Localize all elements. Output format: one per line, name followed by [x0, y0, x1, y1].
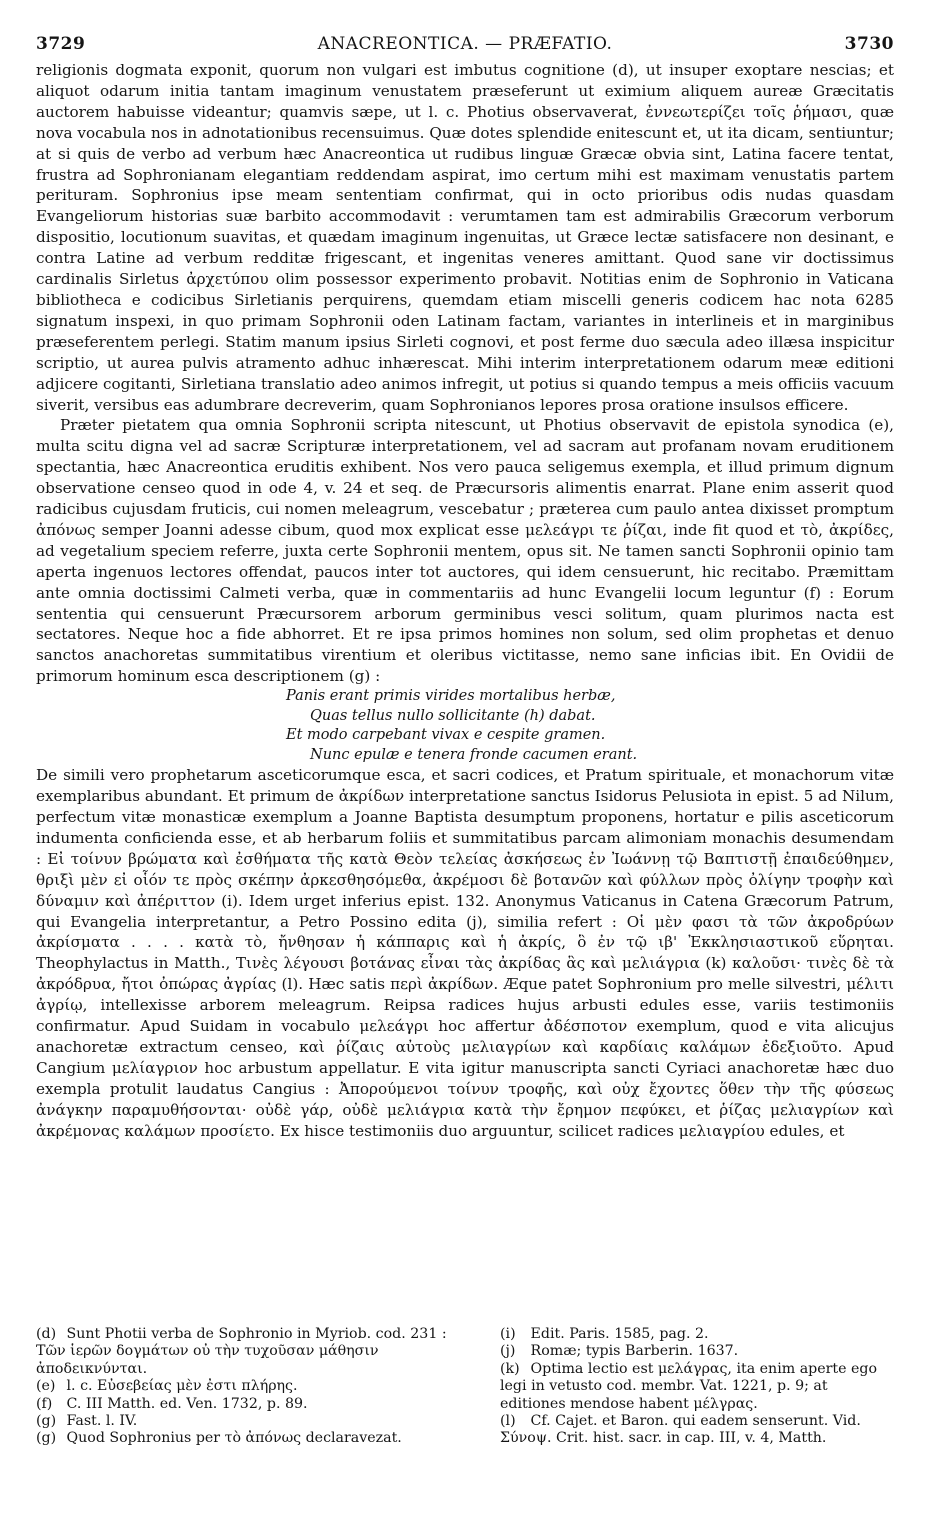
footnote-label: (g): [36, 1413, 57, 1430]
verse-line: Panis erant primis virides mortalibus herbæ,: [286, 688, 616, 705]
footnote-text: Edit. Paris. 1585, pag. 2.: [530, 1326, 709, 1342]
footnote-text: l. c. Εὐσεβείας μὲν ἐστι πλήρης.: [66, 1378, 298, 1395]
paragraph: De simili vero prophetarum asceticorumque esca, et sacri codices, et Pratum spirituale, et monachorum vitæ exemplaribus abundant. Et primum de ἀκρίδων interpretatione sanctus Isidorus Pelusiota in epist. 5 ad Nilum, perfectum vitæ monasticæ exemplum a Joanne Baptista desumptum proponens, hortatur e pilis asceticorum indumenta conficienda esse, et ab herbarum foliis et summitatibus parcam alimoniam monachis desumendam : Εἰ τοίνυν βρώματα καὶ ἐσθήματα τῆς κατὰ Θεὸν τελείας ἀσκήσεως ἐν Ἰωάννῃ τῷ Βαπτιστῇ ἐπαιδεύθημεν, θριξὶ μὲν εἰ οἷόν τε πρὸς σκέπην ἀρκεσθησόμεθα, ἀκρέμοσι δὲ βοτανῶν καὶ φύλλων πρὸς ὀλίγην τροφὴν καὶ δύναμιν καὶ ἀπέριττον (i). Idem urget inferius epist. 132. Anonymus Vaticanus in Catena Græcorum Patrum, qui Evangelia interpretantur, a Petro Possino edita (j), similia refert : Οἱ μὲν φασι τὰ τῶν ἀκροδρύων ἀκρίσματα . . . . κατὰ τὸ, ἤνθησαν ἡ κάππαρις καὶ ἡ ἀκρίς, ὃ ἐν τῷ ιβ' Ἐκκλησιαστικοῦ εὕρηται. Theophylactus in Matth., Τινὲς λέγουσι βοτάνας εἶναι τὰς ἀκρίδας ἃς καὶ μελιάγρια (k) καλοῦσι· τινὲς δὲ τὰ ἀκρόδρυα, ἤτοι ὀπώρας ἀγρίας (l). Hæc satis περὶ ἀκρίδων. Æque patet Sophronium pro melle silvestri, μέλιτι ἀγρίῳ, intellexisse arborem meleagrum. Reipsa radices hujus arbusti edules esse, variis testimoniis confirmatur. Apud Suidam in vocabulo μελεάγρι hoc affertur ἀδέσποτον exemplum, quod e vita alicujus anachoretæ extractum censeo, καὶ ῥίζαις αὐτοὺς μελιαγρίων καὶ καρδίαις καλάμων ἐδεξιοῦτο. Apud Cangium μελίαγριον hoc arbustum appellatur. E vita igitur manuscripta sancti Cyriaci anachoretæ hæc duo exempla protulit laudatus Cangius : Ἀπορούμενοι τοίνυν τροφῆς, καὶ οὐχ ἔχοντες ὅθεν τὴν τῆς φύσεως ἀνάγκην παραμυθήσονται· οὐδὲ γάρ, οὐδὲ μελιάγρια κατὰ τὴν ἔρημον πεφύκει, et ῥίζας μελιαγρίων καὶ ἀκρέμονας καλάμων προσίετο. Ex hisce testimoniis duo arguuntur, scilicet radices μελιαγρίου edules, et: [36, 766, 894, 1140]
paragraph: religionis dogmata exponit, quorum non vulgari est imbutus cognitione (d), ut insuper exoptare nescias; et aliquot odarum initia tantam imaginum venustatem præseferunt ut eximium aliquem aureæ Græcitatis auctorem habuisse videantur; quamvis sæpe, ut l. c. Photius observaverat, ἐννεωτερίζει τοῖς ῥήμασι, quæ nova vocabula nos in adnotationibus recensuimus. Quæ dotes splendide enitescunt et, ut ita dicam, sentiuntur; at si quis de verbo ad verbum hæc Anacreontica ut rudibus linguæ Græcæ obvia sint, Latina facere tentat, frustra ad Sophronianam elegantiam reddendam aspirat, imo certum mihi est maximam venustatis partem perituram. Sophronius ipse meam sententiam confirmat, qui in octo prioribus odis nudas quasdam Evangeliorum historias suæ barbito accommodavit : verumtamen tam est admirabilis Græcorum verborum dispositio, locutionum suavitas, et quædam imaginum ingenuitas, ut Græce lectæ satisfacere non desinant, e contra Latine ad verbum redditæ frigescant, et ingenitas veneres amittant. Quod sane vir doctissimus cardinalis Sirletus ἀρχετύπου olim possessor experimento probavit. Notitias enim de Sophronio in Vaticana bibliotheca e codicibus Sirletianis perquirens, quemdam etiam miscelli generis codicem hac nota 6285 signatum inspexi, in quo primam Sophronii oden Latinam factam, variantes in interlineis et in marginibus præseferentem perlegi. Statim manum ipsius Sirleti cognovi, et post ferme duo sæcula adeo illæsa inspicitur scriptio, ut aurea pulvis atramento adhuc inhærescat. Mihi interim interpretationem odarum meæ editioni adjicere cogitanti, Sirletiana translatio adeo animos infregit, ut potius si quando tempus a meis officiis vacuum siverit, versibus eas adumbrare decreverim, quam Sophronianos lepores prosa oratione insulsos efficere.: [36, 61, 894, 414]
footnote: [36, 1326, 461, 1378]
footnote: [500, 1326, 894, 1343]
footnote-text: Cf. Cajet. et Baron. qui eadem senserunt. Vid. Σύνοψ. Crit. hist. sacr. in cap. III, v. 4, Matth.: [500, 1413, 861, 1447]
verse-line: Quas tellus nullo sollicitante (h) dabat.: [310, 707, 596, 724]
page-number-left: 3729: [36, 34, 86, 54]
footnote-text: Romæ; typis Barberin. 1637.: [530, 1343, 739, 1360]
footnote-text: Quod Sophronius per τὸ ἀπόνως declaravezat.: [66, 1430, 402, 1447]
verse-line: Et modo carpebant vivax e cespite gramen.: [286, 727, 606, 744]
footnote-label: (e): [36, 1378, 56, 1395]
verse-quote: [36, 687, 894, 765]
footnote: [36, 1413, 461, 1430]
footnote-label: (j): [500, 1343, 516, 1360]
footnote: [500, 1343, 894, 1360]
footnotes-right-column: [500, 1326, 894, 1448]
footnote-label: (i): [500, 1326, 516, 1342]
footnote-text: Sunt Photii verba de Sophronio in Myriob. cod. 231 : Τῶν ἱερῶν δογμάτων οὐ τὴν τυχοῦσαν μάθησιν ἀποδεικνύνται.: [36, 1326, 447, 1377]
running-title: ANACREONTICA. — PRÆFATIO.: [317, 34, 613, 54]
footnote-label: (d): [36, 1326, 57, 1342]
footnote: [36, 1396, 461, 1413]
verse-line: Nunc epulæ e tenera fronde cacumen erant.: [310, 746, 638, 763]
footnote-text: C. III Matth. ed. Ven. 1732, p. 89.: [66, 1395, 308, 1412]
footnote: [500, 1361, 894, 1413]
footnote-label: (k): [500, 1360, 520, 1377]
footnote-label: (l): [500, 1413, 516, 1430]
footnote-label: (g): [36, 1430, 57, 1447]
page-number-right: 3730: [844, 34, 894, 54]
footnotes-left-column: [36, 1326, 461, 1448]
footnote-text: Fast. l. IV.: [66, 1413, 138, 1430]
footnote: [36, 1378, 461, 1395]
paragraph: Præter pietatem qua omnia Sophronii scripta nitescunt, ut Photius observavit de epistola synodica (e), multa scitu digna vel ad sacræ Scripturæ interpretationem, vel ad sacram aut profanam novam eruditionem spectantia, hæc Anacreontica eruditis exhibent. Nos vero pauca seligemus exempla, et illud primum dignum observatione censeo quod in ode 4, v. 24 et seq. de Præcursoris alimentis enarrat. Plane enim asserit quod radicibus cujusdam fruticis, cui nomen meleagrum, vescebatur ; præterea cum paulo antea dixisset promptum ἀπόνως semper Joanni adesse cibum, quod mox explicat esse μελεάγρι τε ῥίζαι, inde fit quod et τὸ, ἀκρίδες, ad vegetalium speciem referre, juxta certe Sophronii mentem, opus sit. Ne tamen sancti Sophronii opinio tam aperta ingenuos lectores offendat, paucos inter tot auctores, qui idem censuerunt, hic recitabo. Præmittam ante omnia doctissimi Calmeti verba, quæ in commentariis ad hunc Evangelii locum leguntur (f) : Eorum sententia qui censuerunt Præcursorem arborum germinibus vesci solitum, quam plurimos nacta est sectatores. Neque hoc a fide abhorret. Et re ipsa primos homines non solum, sed olim prophetas et denuo sanctos anachoretas summitatibus virentium et oleribus victitasse, nemo sane inficias ibit. En Ovidii de primorum hominum esca descriptionem (g) :: [36, 416, 894, 686]
footnote-label: (f): [36, 1395, 53, 1412]
main-text: [36, 60, 894, 1142]
footnote-text: Optima lectio est μελάγρας, ita enim aperte ego legi in vetusto cod. membr. Vat. 1221, p. 9; at editiones mendose habent μέλγρας.: [500, 1360, 878, 1412]
footnote: [500, 1413, 894, 1448]
footnote: [36, 1430, 461, 1447]
page-header: [36, 34, 894, 56]
